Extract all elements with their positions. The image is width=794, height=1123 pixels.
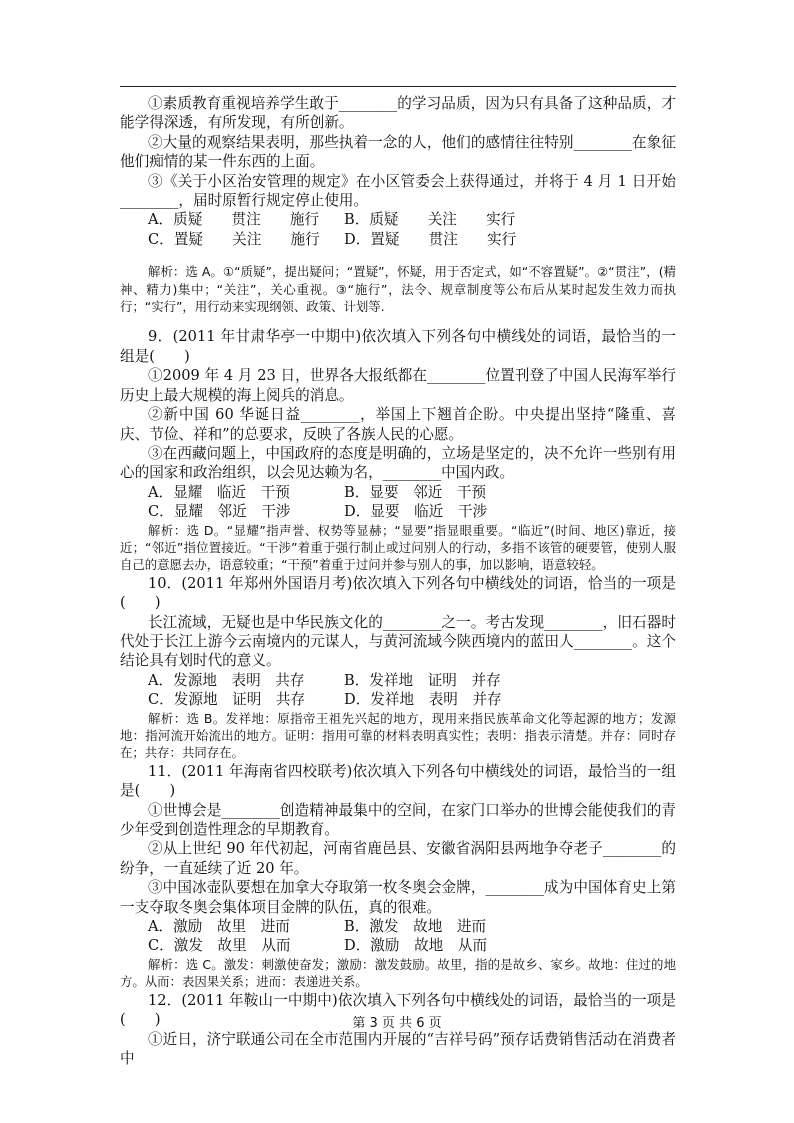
q11-options-row-1 <box>120 917 676 936</box>
q9-options-row-2 <box>120 502 676 521</box>
page-footer: 第 3 页 共 6 页 <box>352 1016 442 1031</box>
q10-sentence-1: 长江流域，无疑也是中华民族文化的________之一。考古发现________，旧石器时代处于长江上游今云南境内的元谋人，与黄河流域今陕西境内的蓝田人________。这个结论具有划时代的意义。 <box>120 613 676 670</box>
q12-stem: 12．(2011 年鞍山一中期中)依次填入下列各句中横线处的词语，最恰当的一项是( ) <box>120 991 676 1029</box>
q10-option-a: A．发源地 表明 共存 <box>148 671 305 689</box>
q9-stem: 9．(2011 年甘肃华亭一中期中)依次填入下列各句中横线处的词语，最恰当的一组是( ) <box>120 328 676 365</box>
question-8 <box>120 94 676 315</box>
q9-sentence-3: ③在西藏问题上，中国政府的态度是明确的，立场是坚定的，决不允许一些别有用心的国家和政治组织，以会见达赖为名，________中国内政。 <box>120 444 676 482</box>
q11-sentence-3: ③中国冰壶队要想在加拿大夺取第一枚冬奥会金牌，________成为中国体育史上第一支夺取冬奥会集体项目金牌的队伍，真的很难。 <box>120 879 676 916</box>
page-content <box>120 94 676 1068</box>
q11-option-d: D．激励 故地 从而 <box>344 937 488 955</box>
q9-option-c: C．显耀 邻近 干涉 <box>148 503 291 521</box>
q10-options-row-1 <box>120 671 676 690</box>
q8-option-d: D．置疑 贯注 实行 <box>344 230 517 248</box>
question-11 <box>120 762 676 991</box>
question-10 <box>120 574 676 762</box>
q8-options-row-2 <box>120 230 676 249</box>
q11-analysis: 解析：选 C。激发：刺激使奋发；激励：激发鼓励。故里，指的是故乡、家乡。故地：住过的地方。从而：表因果关系；进而：表递进关系。 <box>120 956 676 990</box>
q10-analysis: 解析：选 B。发祥地：原指帝王祖先兴起的地方，现用来指民族革命文化等起源的地方；发源地：指河流开始流出的地方。证明：指用可靠的材料表明真实性；表明：指表示清楚。并存：同时存在；共存：共同存在。 <box>120 710 676 761</box>
q8-option-b: B．质疑 关注 实行 <box>344 211 516 229</box>
q11-option-a: A．激励 故里 进而 <box>148 918 290 936</box>
q10-options-row-2 <box>120 690 676 709</box>
q11-sentence-1: ①世博会是________创造精神最集中的空间，在家门口举办的世博会能使我们的青少年受到创造性理念的早期教育。 <box>120 801 676 839</box>
q8-sentence-2: ②大量的观察结果表明，那些执着一念的人，他们的感情往往特别________在象征他们痴情的某一件东西的上面。 <box>120 133 676 171</box>
q11-option-b: B．激发 故地 进而 <box>344 918 487 936</box>
q8-option-a: A．质疑 贯注 施行 <box>148 211 320 229</box>
q9-options-row-1 <box>120 483 676 502</box>
q9-option-a: A．显耀 临近 干预 <box>148 483 290 501</box>
q12-sentence-1: ①近日，济宁联通公司在全市范围内开展的“吉祥号码”预存话费销售活动在消费者中 <box>120 1030 676 1067</box>
q10-option-c: C．发源地 证明 共存 <box>148 691 306 709</box>
q8-option-c: C．置疑 关注 施行 <box>148 230 320 248</box>
q8-options-row-1 <box>120 210 676 229</box>
q10-option-b: B．发祥地 证明 并存 <box>344 671 501 689</box>
q11-sentence-2: ②从上世纪 90 年代初起，河南省鹿邑县、安徽省涡阳县两地争夺老子________的纷争，一直延续了近 20 年。 <box>120 840 676 877</box>
header-rule <box>120 86 676 87</box>
q11-options-row-2 <box>120 936 676 955</box>
q11-option-c: C．激发 故里 从而 <box>148 937 291 955</box>
q9-option-b: B．显要 邻近 干预 <box>344 483 487 501</box>
q9-sentence-2: ②新中国 60 华诞日益________，举国上下翘首企盼。中央提出坚持“隆重、喜庆、节俭、祥和”的总要求，反映了各族人民的心愿。 <box>120 406 676 443</box>
q8-analysis: 解析：选 A。①“质疑”，提出疑问；“置疑”，怀疑，用于否定式，如“不容置疑”。②“贯注”，(精神、精力)集中；“关注”，关心重视。③“施行”，法令、规章制度等公布后从某时起发生效力而执行；“实行”，用行动来实现纲领、政策、计划等. <box>120 264 676 315</box>
q9-analysis: 解析：选 D。“显耀”指声誉、权势等显赫；“显要”指显眼重要。“临近”(时间、地区)靠近，接近；“邻近”指位置接近。“干涉”着重于强行制止或过问别人的行动，多指不该管的硬要管，使别人服自己的意愿去办，语意较重；“干预”着重于过问并参与别人的事，加以影响，语意较轻。 <box>120 522 676 573</box>
q9-sentence-1: ①2009 年 4 月 23 日，世界各大报纸都在________位置刊登了中国人民海军举行历史上最大规模的海上阅兵的消息。 <box>120 367 676 404</box>
q8-sentence-1: ①素质教育重视培养学生敢于________的学习品质，因为只有具备了这种品质，才能学得深透，有所发现，有所创新。 <box>120 95 676 132</box>
q10-stem: 10．(2011 年郑州外国语月考)依次填入下列各句中横线处的词语，恰当的一项是( ) <box>120 574 676 612</box>
q8-sentence-3: ③《关于小区治安管理的规定》在小区管委会上获得通过，并将于 4 月 1 日开始________，届时原暂行规定停止使用。 <box>120 172 676 210</box>
q10-option-d: D．发祥地 表明 并存 <box>344 691 502 709</box>
q9-option-d: D．显要 临近 干涉 <box>344 503 488 521</box>
question-9 <box>120 327 676 573</box>
q11-stem: 11．(2011 年海南省四校联考)依次填入下列各句中横线处的词语，最恰当的一组是( ) <box>120 762 676 800</box>
